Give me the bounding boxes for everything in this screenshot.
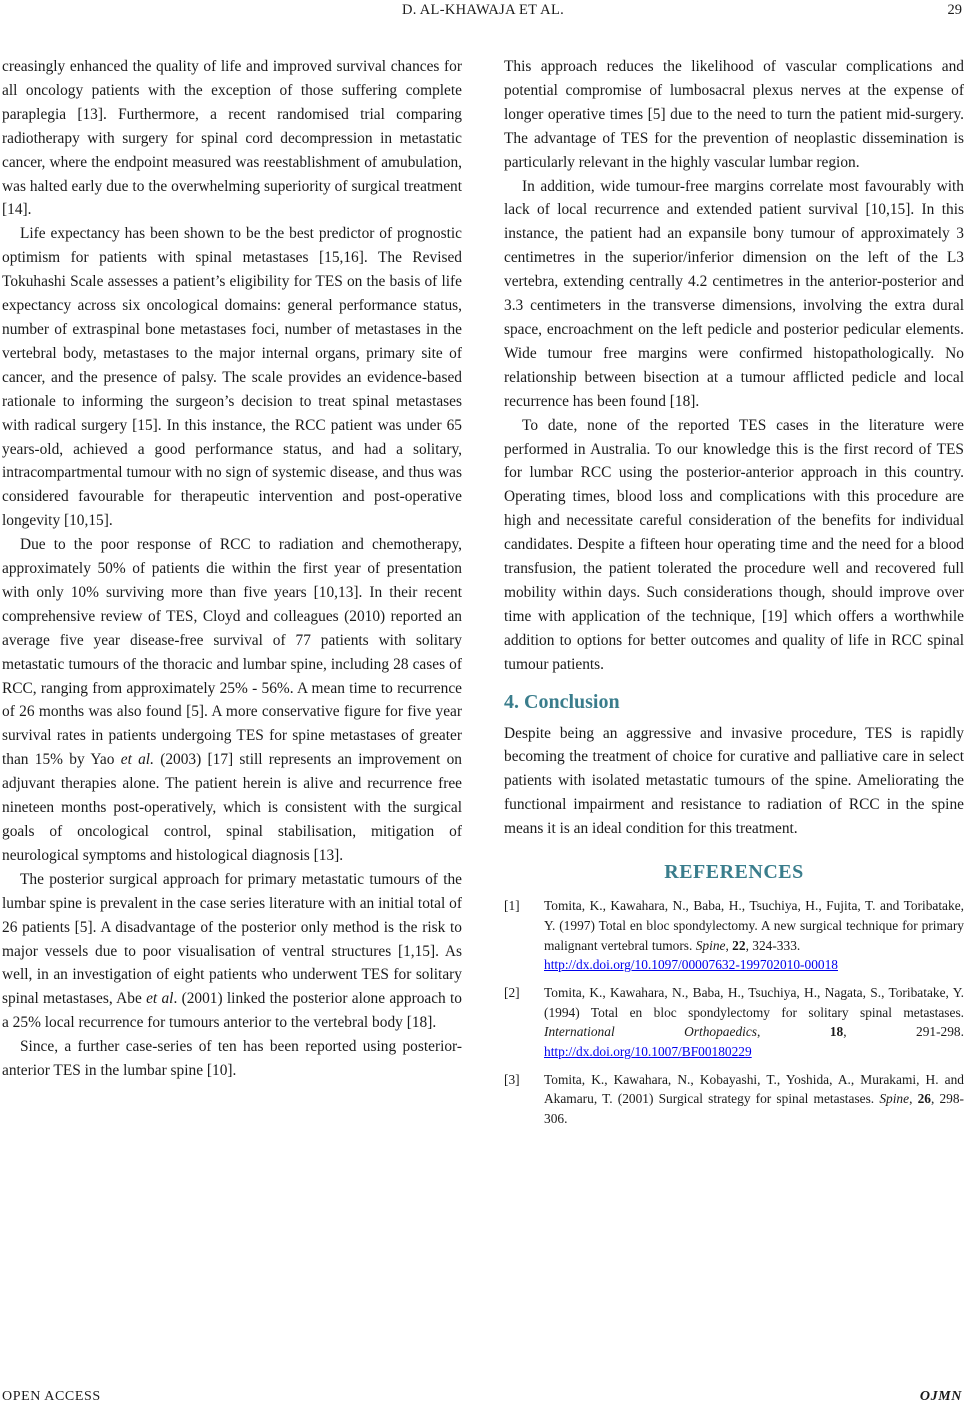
text-run: Due to the poor response of RCC to radiation and chemotherapy, approximately 50% of patients die within the first year of presentation with only 10% surviving more than five years [10,13]. In their recent comprehensive review of TES, Cloyd and colleagues (2010) reported an average five year disease-free survival of 77 patients with solitary metastatic tumours of the thoracic and lumbar spine, including 28 cases of RCC, ranging from approximately 25% - 56%. A mean time to recurrence of 26 months was also found [5]. A more conservative figure for five year survival rates in patients undergoing TES for spine metastases of greater than 15% by Yao xyxy=(2,536,462,769)
reference-text: , xyxy=(909,1091,918,1107)
journal-name: International Orthopaedics xyxy=(544,1024,758,1040)
reference-text: Tomita, K., Kawahara, N., Baba, H., Tsuchiya, H., Fujita, T. and Toribatake, Y. (1997) Total en bloc spondylectomy. A new surgical technique for primary malignant vertebral tumors. xyxy=(544,898,964,953)
paragraph xyxy=(2,868,462,1035)
text-run: The posterior surgical approach for primary metastatic tumours of the lumbar spine is prevalent in the case series literature with an initial total of 26 patients [5]. A disadvantage of the posterior only method is the risk to major vessels due to poor visualisation of ventral structures [1,15]. As well, in an investigation of eight patients who underwent TES for solitary spinal metastases, Abe xyxy=(2,870,462,1008)
reference-body xyxy=(544,896,964,975)
volume-number: 26 xyxy=(917,1091,931,1107)
journal-name: Spine xyxy=(695,937,726,953)
reference-text: , xyxy=(725,937,733,953)
page-footer xyxy=(0,1381,966,1411)
reference-item xyxy=(504,896,964,975)
reference-number: [1] xyxy=(504,898,520,914)
reference-text: , 298-306. xyxy=(544,1091,964,1127)
right-column xyxy=(504,55,964,1137)
journal-name: Spine xyxy=(879,1091,910,1107)
section-heading: 4. Conclusion xyxy=(504,690,620,713)
reference-number: [2] xyxy=(504,984,520,1000)
reference-text: , 291-298. xyxy=(843,1024,964,1040)
volume-number: 18 xyxy=(829,1024,844,1040)
page-number: 29 xyxy=(947,2,962,18)
reference-text: , xyxy=(757,1024,830,1040)
doi-link[interactable]: http://dx.doi.org/10.1097/00007632-199702010-00018 xyxy=(544,957,838,973)
open-access-label: OPEN ACCESS xyxy=(2,1389,101,1404)
reference-number: [3] xyxy=(504,1071,520,1087)
doi-link[interactable]: http://dx.doi.org/10.1007/BF00180229 xyxy=(544,1044,752,1060)
reference-text: Tomita, K., Kawahara, N., Baba, H., Tsuchiya, H., Nagata, S., Toribatake, Y. (1994) Total en bloc spondylectomy for solitary spinal metastases. xyxy=(544,984,964,1020)
text-run: . (2001) linked the posterior alone approach to a 25% local recurrence for tumours anterior to the vertebral body [18]. xyxy=(2,990,462,1032)
reference-text: Tomita, K., Kawahara, N., Kobayashi, T., Yoshida, A., Murakami, H. and Akamaru, T. (2001) Surgical strategy for spinal metastases. xyxy=(544,1071,964,1107)
references-heading: REFERENCES xyxy=(664,861,804,884)
volume-number: 22 xyxy=(732,937,746,953)
reference-text: , 324-333. xyxy=(745,937,801,953)
journal-abbrev: OJMN xyxy=(919,1389,962,1404)
paragraph: Despite being an aggressive and invasive procedure, TES is rapidly becoming the treatment of choice for curative and palliative care in select patients with isolated metastatic tumours of the spine. Ameliorating the functional impairment and resistance to radiation of RCC in the spine means it is an ideal condition for this treatment. xyxy=(504,724,964,838)
paragraph: Life expectancy has been shown to be the best predictor of prognostic optimism for patients with spinal metastases [15,16]. The Revised Tokuhashi Scale assesses a patient’s eligibility for TES on the basis of life expectancy across six oncological domains: general performance status, number of extraspinal bone metastases foci, number of metastases in the vertebral body, metastases to the major internal organs, primary site of cancer, and the presence of palsy. The scale provides an evidence-based rationale to informing the surgeon’s decision to treat spinal metastases with radical surgery [15]. In this instance, the RCC patient was under 65 years-old, achieved a good performance status, and had a solitary, intracompartmental tumour with no sign of systemic disease, and thus was considered favourable for therapeutic intervention and post-operative longevity [10,15]. xyxy=(2,225,462,530)
page-header xyxy=(0,0,966,30)
italic-text: et al xyxy=(146,990,174,1008)
reference-item xyxy=(504,983,964,1062)
running-head: D. AL-KHAWAJA ET AL. xyxy=(401,2,565,18)
left-column xyxy=(2,55,462,1083)
italic-text: et al. xyxy=(120,751,154,769)
paragraph xyxy=(2,533,462,868)
paragraph: creasingly enhanced the quality of life and improved survival chances for all oncology patients with the exception of those suffering complete paraplegia [13]. Furthermore, a recent randomised trial comparing radiotherapy with surgery for spinal cord decompression in metastatic cancer, where the endpoint measured was reestablishment of amubulation, was halted early due to the overwhelming superiority of surgical treatment [14]. xyxy=(2,58,462,219)
paragraph: In addition, wide tumour-free margins correlate most favourably with lack of local recurrence and extended patient survival [10,15]. In this instance, the patient had an expansile bony tumour of approximately 3 centimetres in the superior/inferior dimension on the left of the L3 vertebra, extending centrally 4.2 centimetres in the anterior-posterior and 3.3 centimeters in the transverse dimensions, involving the extra dural space, encroachment on the left pedicle and posterior pedicular elements. Wide tumour free margins were confirmed histopathologically. No relationship between bisection at a tumour afflicted pedicle and local recurrence has been found [18]. xyxy=(504,177,964,410)
paragraph: Since, a further case-series of ten has been reported using posterior-anterior TES in the lumbar spine [10]. xyxy=(2,1038,462,1080)
reference-body xyxy=(544,1070,964,1129)
text-run: (2003) [17] still represents an improvement on adjuvant therapies alone. The patient herein is alive and recurrence free nineteen months post-operatively, which is consistent with the surgical goals of oncological control, spinal stabilisation, mitigation of neurological symptoms and histological diagnosis [13]. xyxy=(2,751,462,864)
paragraph: To date, none of the reported TES cases in the literature were performed in Australia. To our knowledge this is the first record of TES for lumbar RCC using the posterior-anterior approach in this country. Operating times, blood loss and complications with this procedure are high and necessitate careful consideration of the benefits for individual candidates. Despite a fifteen hour operating time and the need for a blood transfusion, the patient tolerated the procedure well and recovered full mobility within days. Such considerations though, should improve over time with application of the technique, [19] which offers a worthwhile addition to options for better outcomes and quality of life in RCC spinal tumour patients. xyxy=(504,416,964,673)
reference-item xyxy=(504,1070,964,1129)
reference-body xyxy=(544,983,964,1062)
paragraph: This approach reduces the likelihood of vascular complications and potential compromise of lumbosacral plexus nerves at the expense of longer operative times [5] due to the need to turn the patient mid-surgery. The advantage of TES for the prevention of neoplastic dissemination is particularly relevant in the highly vascular lumbar region. xyxy=(504,58,964,171)
